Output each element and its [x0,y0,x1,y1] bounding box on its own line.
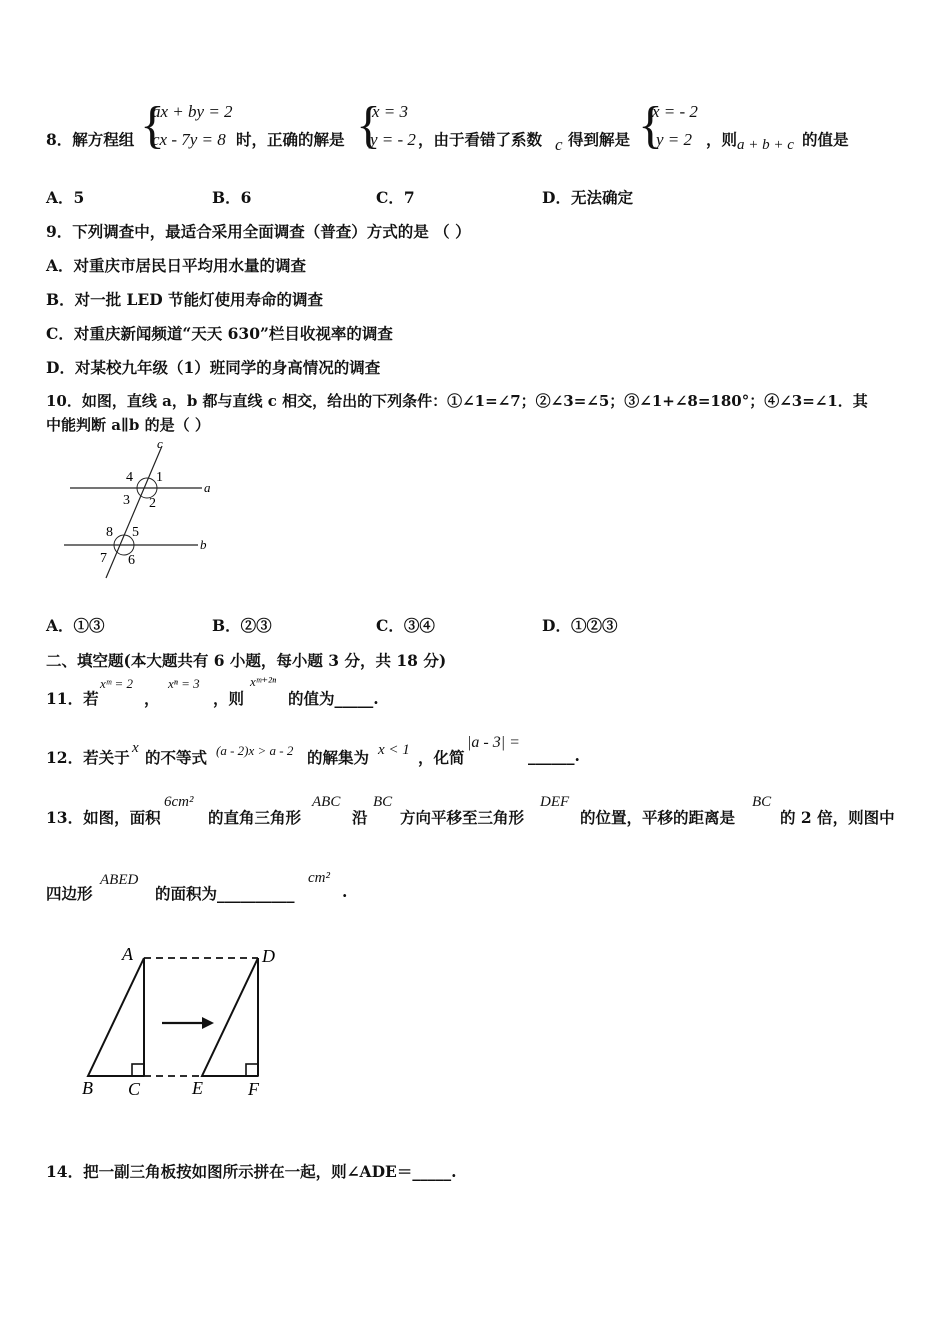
q9-stem: 9．下列调查中，最适合采用全面调查（普查）方式的是 （ ） [46,222,471,241]
q11-expr1: xᵐ = 2 [100,676,133,691]
point-label-b: B [82,1078,93,1098]
label-b: b [200,537,207,552]
q8-stem-part2: 时，正确的解是 [236,130,345,149]
q12-stem-part4: ，化简 [418,748,465,767]
q8-stem-part6: 的值是 [802,130,849,149]
q12-blank: ______. [528,746,580,765]
q8-system2-eq2: y = - 2 [370,130,416,149]
angle-label-1: 1 [156,470,163,485]
point-label-e: E [192,1078,203,1098]
q11-expr3: xᵐ⁺²ⁿ [250,674,277,689]
q10-figure [58,438,228,586]
q8-coefficient: c [555,135,563,154]
q11-stem-part2: ，则 [213,689,245,708]
point-label-f: F [248,1079,259,1099]
q8-system1-eq2: cx - 7y = 8 [152,130,226,149]
q13-area: 6cm² [164,794,194,810]
q10-stem-line2: 中能判断 a∥b 的是（ ） [46,416,210,434]
q10-option-d: D．①②③ [542,616,618,635]
q12-absolute-value: |a - 3| = [467,734,520,751]
q8-system2-brace: { [356,97,381,154]
q13-stem-part2: 的直角三角形 [208,808,302,827]
q10-option-a: A．①③ [46,616,105,635]
q10-option-b: B．②③ [212,616,272,635]
q13-stem-part4: 方向平移至三角形 [400,808,525,827]
q12-stem-part2: 的不等式 [145,748,208,767]
q13-segment-bc: BC [373,794,393,810]
q10-stem-line1: 10．如图，直线 a，b 都与直线 c 相交，给出的下列条件：①∠1=∠7；②∠3=∠5；③∠1+∠8=180°；④∠3=∠1．其 [46,392,868,410]
q8-stem-part4: 得到解是 [568,130,631,149]
q9-option-c: C．对重庆新闻频道“天天 630”栏目收视率的调查 [46,324,393,343]
q8-option-b: B．6 [212,188,252,207]
q11-expr2: xⁿ = 3 [168,676,200,691]
q8-number-stem: 8．解方程组 [46,130,135,149]
label-c: c [157,438,163,451]
q12-variable: x [132,740,139,756]
q8-stem-part3: ，由于看错了系数 [418,130,543,149]
q9-option-d: D．对某校九年级（1）班同学的身高情况的调查 [46,358,381,377]
q12-stem-part3: 的解集为 [307,748,370,767]
q13-segment-bc-2: BC [752,794,772,810]
point-label-d: D [262,946,275,966]
q8-system3-brace: { [638,97,663,154]
point-label-a: A [122,944,133,964]
q11-stem-part3: 的值为_____. [288,689,379,708]
q8-system2-eq1: x = 3 [372,102,409,121]
q9-option-b: B．对一批 LED 节能灯使用寿命的调查 [46,290,324,309]
angle-label-4: 4 [126,470,133,485]
q12-solution: x < 1 [378,742,410,758]
q8-system3-eq1: x = - 2 [652,102,698,121]
label-a: a [204,480,211,495]
q8-stem-part5: ，则 [706,130,738,149]
q8-option-a: A．5 [46,188,85,207]
q8-system3-eq2: y = 2 [656,130,693,149]
section-heading: 二、填空题(本大题共有 6 小题，每小题 3 分，共 18 分) [46,651,447,670]
angle-label-5: 5 [132,525,139,540]
q13-stem-part6: 的 2 倍，则图中 [780,808,895,827]
q13-unit: cm² [308,870,330,886]
q10-option-c: C．③④ [376,616,435,635]
q13-period: . [342,882,348,901]
q12-inequality: (a - 2)x > a - 2 [216,743,294,758]
q13-stem-part5: 的位置，平移的距离是 [580,808,736,827]
q8-system1-eq1: ax + by = 2 [152,102,233,121]
angle-label-6: 6 [128,553,135,568]
q13-quadrilateral: ABED [100,872,139,888]
q8-option-d: D．无法确定 [542,188,633,207]
q8-expression: a + b + c [737,137,794,153]
q13-triangle-def: DEF [540,794,570,810]
q13-line2-prefix: 四边形 [46,884,93,903]
q8-system1-brace: { [140,97,165,154]
q13-answer-blank: 的面积为__________ [155,884,295,903]
q9-option-a: A．对重庆市居民日平均用水量的调查 [46,256,307,275]
q13-triangle-abc: ABC [312,794,341,810]
angle-label-8: 8 [106,525,113,540]
q13-figure [74,938,294,1104]
q11-stem: 11．若 [46,689,99,708]
angle-label-2: 2 [149,496,156,511]
point-label-c: C [128,1079,141,1099]
angle-label-3: 3 [123,493,130,508]
q13-stem: 13．如图，面积 [46,808,161,827]
q13-stem-part3: 沿 [352,808,368,827]
angle-label-7: 7 [100,551,107,566]
q8-option-c: C．7 [376,188,415,207]
q12-stem: 12．若关于 [46,748,130,767]
q11-comma: ， [144,689,160,708]
q14-stem: 14．把一副三角板按如图所示拼在一起，则∠ADE＝_____. [46,1162,457,1181]
